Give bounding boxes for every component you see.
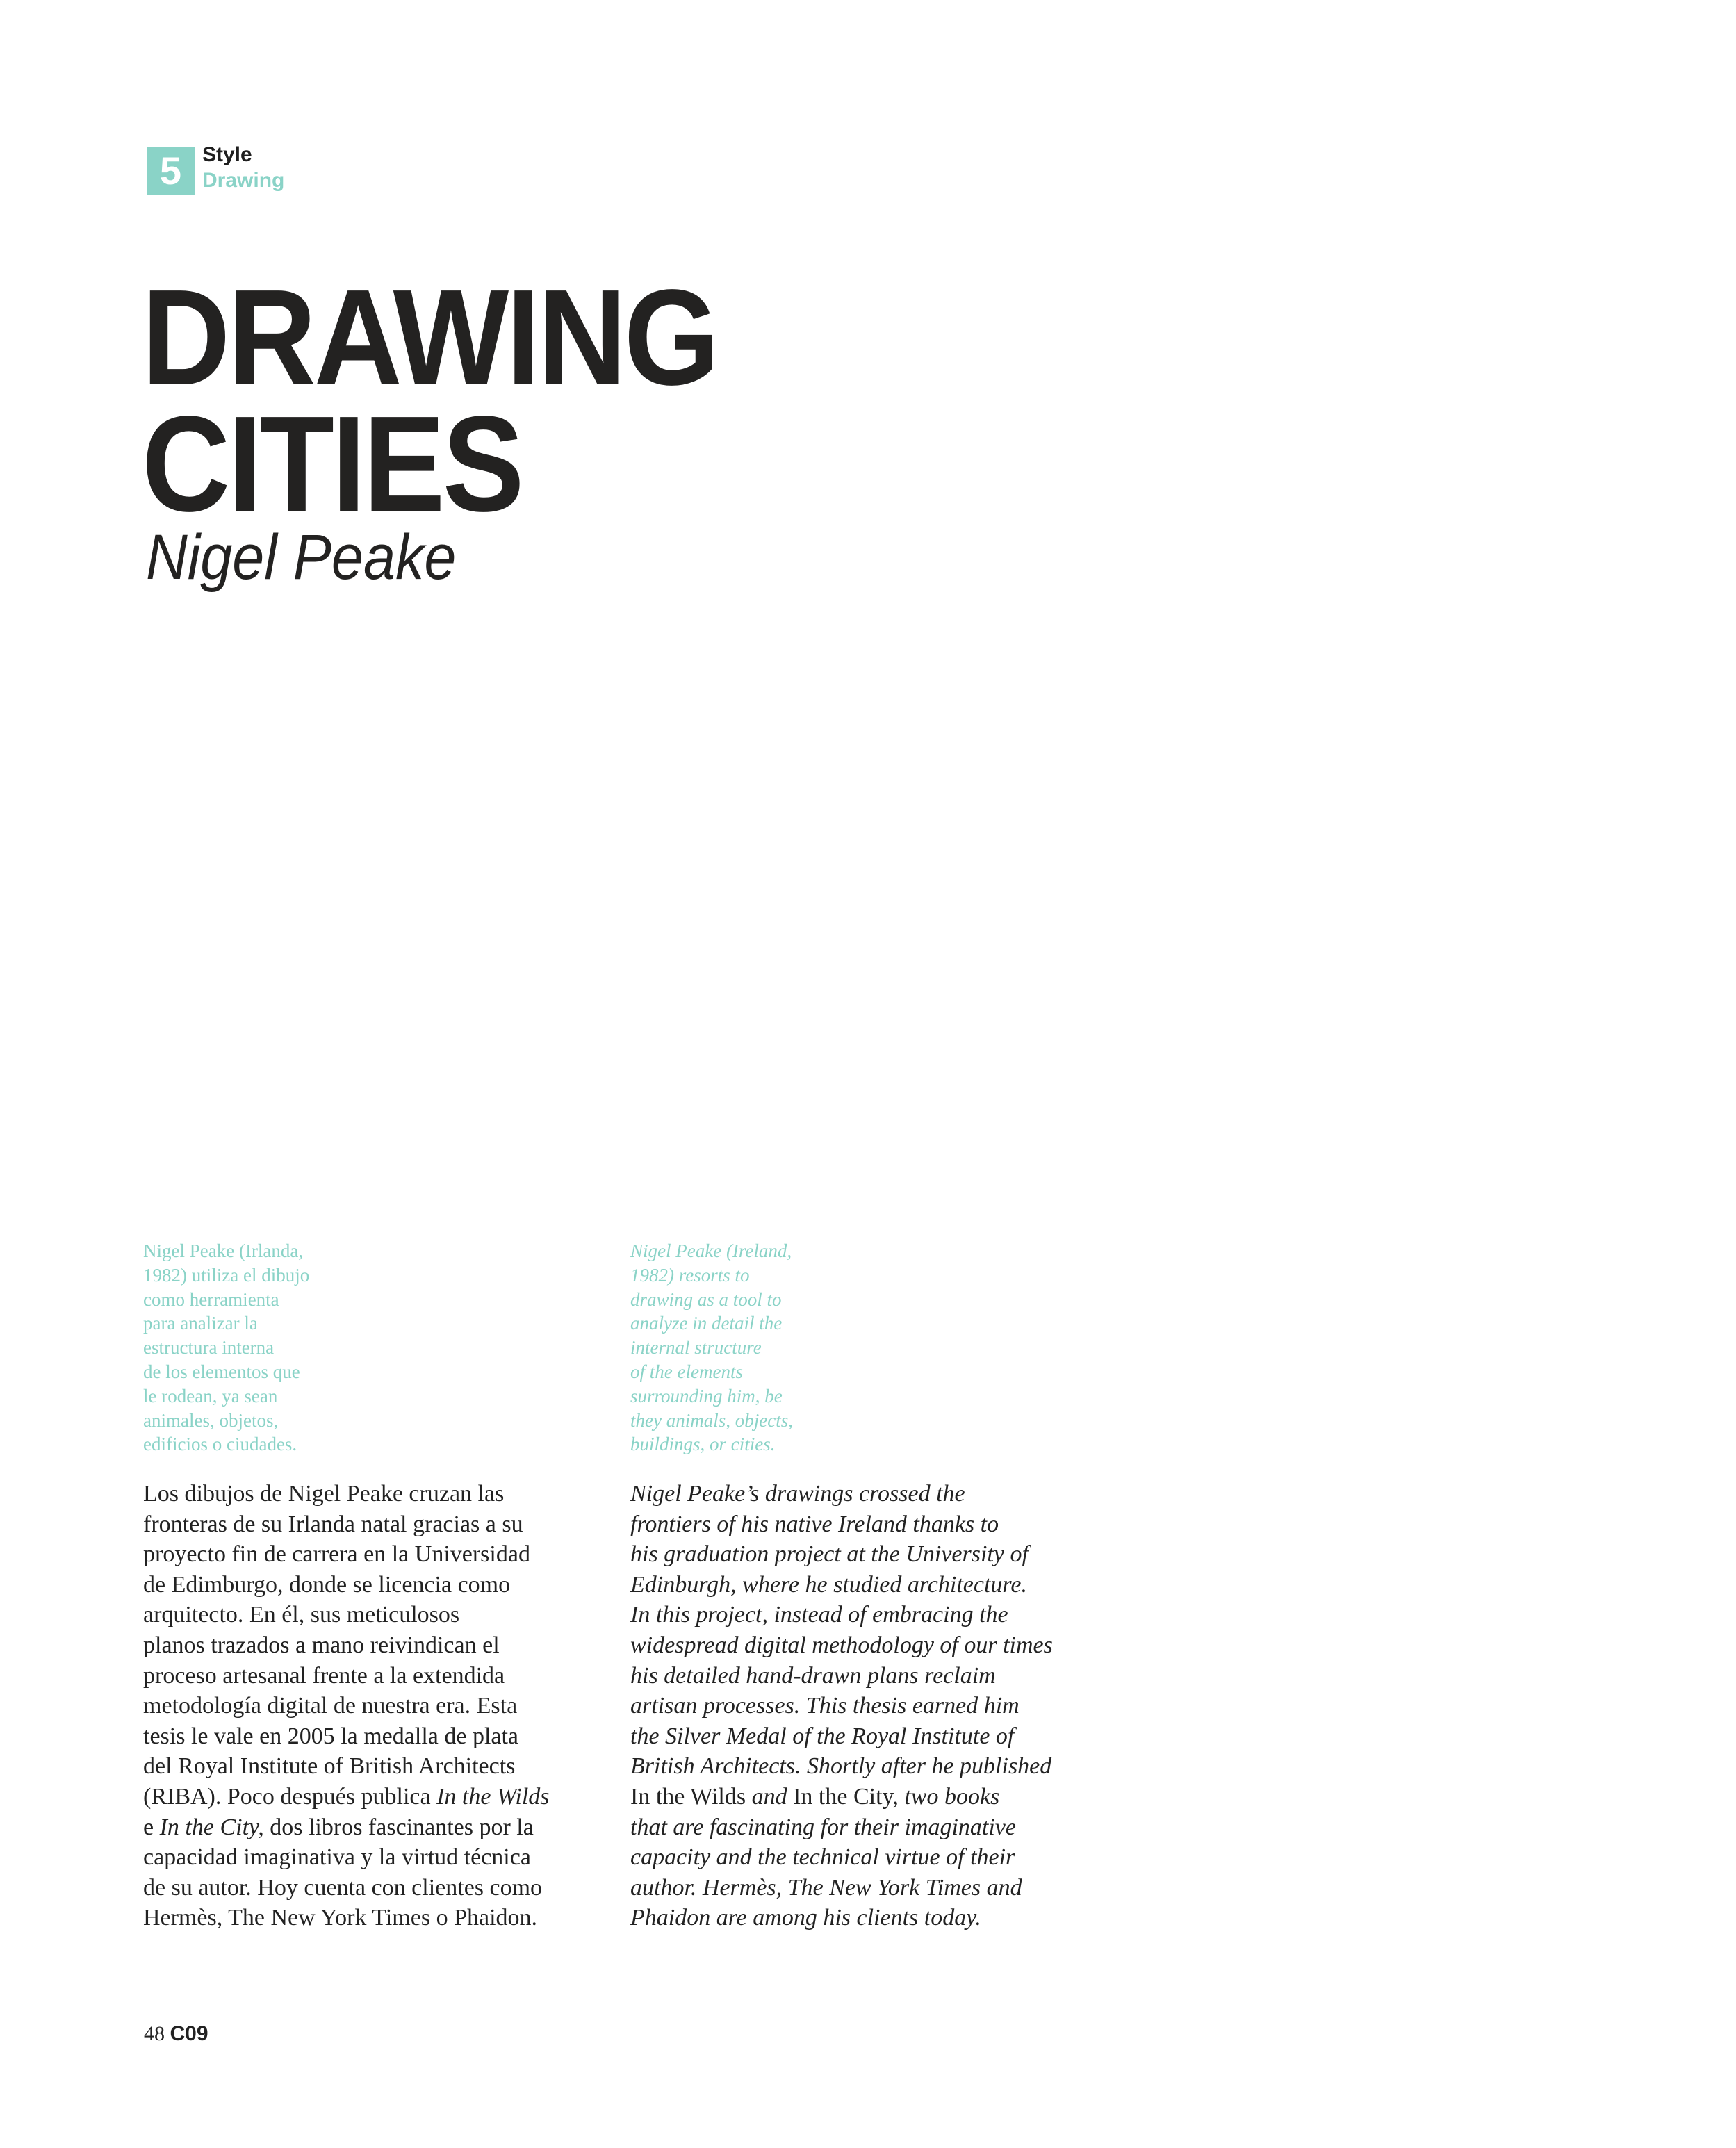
body-text-spanish: [143, 1479, 550, 1933]
caption-english: Nigel Peake (Ireland, 1982) resorts to drawing as a tool to analyze in detail the internal structure of the elements surrounding him, be they animals, objects, buildings, or cities.: [630, 1240, 793, 1455]
section-category: Style: [202, 143, 252, 166]
page-number: 48: [144, 2022, 165, 2045]
book-title: In the City,: [793, 1783, 899, 1810]
section-label: [202, 142, 284, 193]
body-text-english: [630, 1479, 1053, 1933]
section-subcategory: Drawing: [202, 169, 285, 192]
book-title: In the Wilds: [630, 1783, 746, 1810]
caption-spanish: Nigel Peake (Irlanda, 1982) utiliza el dibujo como herramienta para analizar la estructura interna de los elementos que le rodean, ya sean animales, objetos, edificios o ciudades.: [143, 1240, 310, 1455]
book-title: In the Wilds: [436, 1783, 550, 1810]
magazine-logo: C09: [170, 2022, 208, 2045]
title-line-1: DRAWING: [142, 261, 717, 413]
text: and: [746, 1783, 794, 1810]
text: two books that are fascinating for their imaginative capacity and the technical virtue of their author. Hermès, The New York Times and Phaidon are among his clients today.: [630, 1783, 1022, 1931]
author-name: Nigel Peake: [146, 522, 457, 593]
book-title: In the City,: [159, 1814, 264, 1840]
page-folio: [144, 2022, 208, 2046]
section-number-badge: 5: [147, 147, 195, 195]
title-line-2: CITIES: [142, 388, 522, 540]
text: Nigel Peake’s drawings crossed the frontiers of his native Ireland thanks to his graduation project at the University of Edinburgh, where he studied architecture. In this project, instead of embracing the widespread digital methodology of our times his detailed hand-drawn plans reclaim artisan processes. This thesis earned him the Silver Medal of the Royal Institute of British Architects. Shortly after he published: [630, 1481, 1053, 1780]
page-title: [142, 261, 717, 540]
text: Los dibujos de Nigel Peake cruzan las fronteras de su Irlanda natal gracias a su proyecto fin de carrera en la Universidad de Edimburgo, donde se licencia como arquitecto. En él, sus meticulosos planos trazados a mano reivindican el proceso artesanal frente a la extendida metodología digital de nuestra era. Esta tesis le vale en 2005 la medalla de plata del Royal Institute of British Architects (RIBA). Poco después publica: [143, 1481, 530, 1810]
text: dos libros fascinantes por la capacidad imaginativa y la virtud técnica de su autor. Hoy cuenta con clientes como Hermès, The New York Times o Phaidon.: [143, 1814, 543, 1931]
text: e: [143, 1814, 154, 1840]
